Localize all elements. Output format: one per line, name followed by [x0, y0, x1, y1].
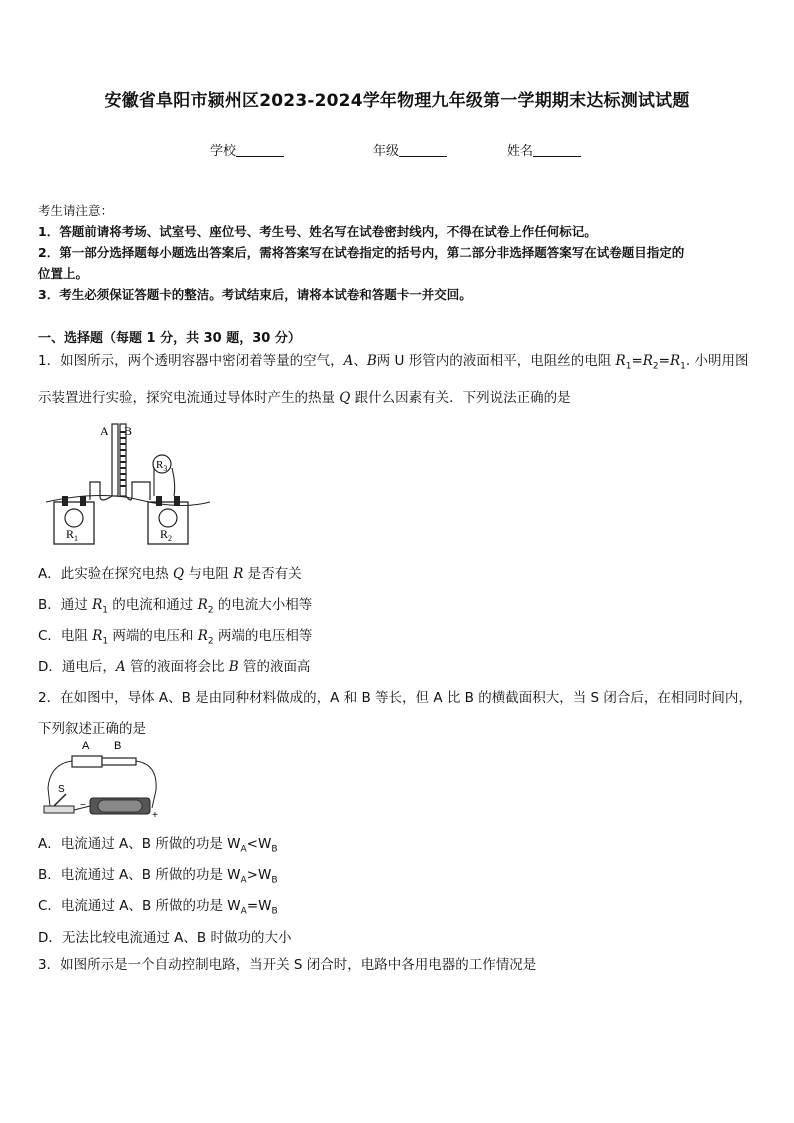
fig2-minus: − — [80, 800, 86, 811]
resistor-r2-coil — [159, 509, 177, 527]
question-2-stem — [38, 683, 760, 745]
conductor-b — [102, 758, 136, 765]
left-tube — [90, 482, 100, 500]
q1-option-d: D．通电后，A 管的液面将会比 B 管的液面高 — [38, 659, 311, 675]
notice-item-2: 2．第一部分选择题每小题选出答案后，需将答案写在试卷指定的括号内，第二部分非选择题答案写在试卷题目指定的 — [38, 245, 685, 260]
fig1-label-r3: $R_3$ — [156, 459, 168, 473]
fig1-label-r2: $R_2$ — [160, 527, 173, 543]
school-label: 学校 — [210, 144, 237, 159]
grade-blank — [399, 143, 447, 157]
q2-figure — [40, 738, 170, 820]
q3-line-1: 3．如图所示是一个自动控制电路，当开关 S 闭合时，电路中各用电器的工作情况是 — [38, 957, 537, 973]
q2-option-d: D．无法比较电流通过 A、B 时做功的大小 — [38, 930, 292, 946]
wire — [46, 495, 210, 505]
conductor-a — [72, 756, 102, 767]
q2-option-c: C．电流通过 A、B 所做的功是 $W_A=W_B$ — [38, 898, 278, 917]
q1-option-a: A．此实验在探究电热 Q 与电阻 R 是否有关 — [38, 566, 302, 582]
name-field — [507, 140, 581, 159]
u-tube-left-arm — [112, 424, 118, 496]
right-tube — [132, 482, 150, 500]
question-3-stem — [38, 950, 760, 981]
notice-heading: 考生请注意： — [38, 203, 114, 218]
fig1-label-r1: $R_1$ — [66, 527, 79, 543]
name-label: 姓名 — [507, 144, 534, 159]
notice-item-2-cont: 位置上。 — [38, 266, 89, 281]
q2-line-2: 下列叙述正确的是 — [38, 721, 146, 737]
page-title: 安徽省阜阳市颍州区2023-2024学年物理九年级第一学期期末达标测试试题 — [104, 91, 690, 111]
q1-line-1: 1．如图所示，两个透明容器中密闭着等量的空气，A、B两 U 形管内的液面相平，电阻丝的电阻 $R_1=R_2=R_1$. 小明用图 — [38, 353, 749, 372]
school-blank — [236, 143, 284, 157]
q1-option-b: B．通过 $R_1$ 的电流和通过 $R_2$ 的电流大小相等 — [38, 597, 313, 616]
u-tube-scale — [120, 432, 126, 486]
switch-lever — [54, 794, 66, 806]
fig1-label-b: B — [124, 424, 133, 438]
fig2-label-s: S — [58, 784, 65, 795]
q2-option-b: B．电流通过 A、B 所做的功是 $W_A>W_B$ — [38, 867, 278, 886]
q1-option-c: C．电阻 $R_1$ 两端的电压和 $R_2$ 两端的电压相等 — [38, 628, 313, 647]
section-heading: 一、选择题（每题 1 分，共 30 题，30 分） — [38, 331, 301, 346]
q1-line-2: 示装置进行实验，探究电流通过导体时产生的热量 Q 跟什么因素有关．下列说法正确的是 — [38, 389, 571, 406]
q1-figure — [40, 420, 220, 550]
school-field — [210, 140, 284, 159]
fig2-plus: + — [152, 810, 158, 820]
name-blank — [533, 143, 581, 157]
q2-line-1: 2．在如图中，导体 A、B 是由同种材料做成的，A 和 B 等长，但 A 比 B 的横截面积大，当 S 闭合后，在相同时间内， — [38, 690, 752, 706]
question-1-stem — [38, 346, 760, 414]
fig1-label-a: A — [100, 424, 109, 438]
q2-option-a: A．电流通过 A、B 所做的功是 $W_A<W_B$ — [38, 836, 278, 855]
fig2-label-a: A — [82, 740, 90, 752]
grade-label: 年级 — [373, 144, 400, 159]
resistor-r1-coil — [65, 509, 83, 527]
notice-item-3: 3．考生必须保证答题卡的整洁。考试结束后，请将本试卷和答题卡一并交回。 — [38, 287, 472, 302]
grade-field — [373, 140, 447, 159]
notice-item-1: 1．答题前请将考场、试室号、座位号、考生号、姓名写在试卷密封线内，不得在试卷上作任何标记。 — [38, 224, 597, 239]
notice-block — [38, 200, 760, 305]
switch-base — [44, 806, 74, 813]
fig2-label-b: B — [114, 740, 122, 752]
